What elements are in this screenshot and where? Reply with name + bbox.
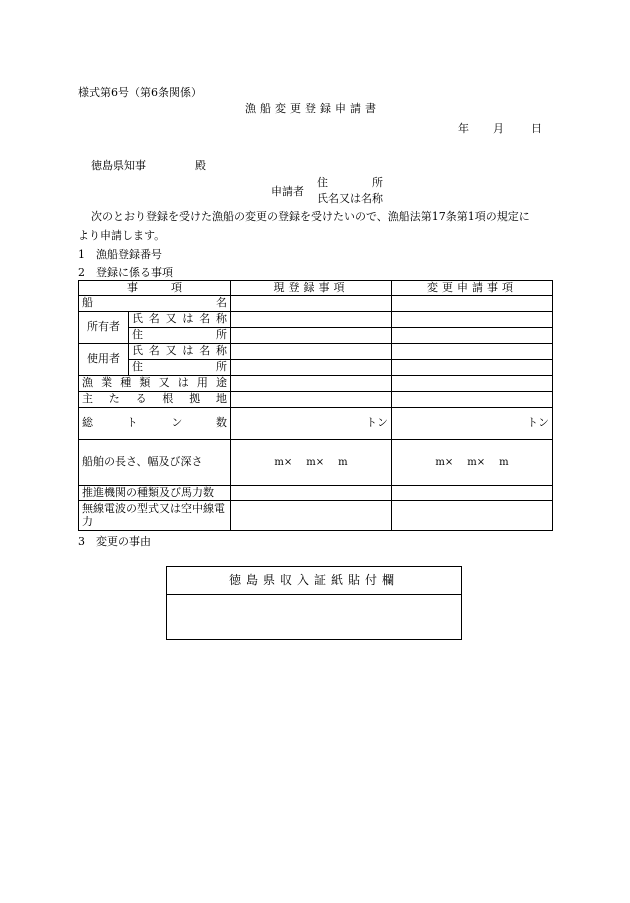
row-engine: 推進機関の種類及び馬力数 (79, 486, 231, 501)
row-base: 主たる根拠地 (79, 392, 231, 408)
item-2: 2 登録に係る事項 (78, 266, 173, 279)
table-row (79, 360, 553, 376)
tonnage-current-unit: トン (231, 408, 392, 440)
table-row (79, 486, 553, 501)
form-number: 様式第6号（第6条関係） (78, 86, 202, 99)
applicant-address: 住 所 (317, 176, 383, 189)
cell-current (231, 376, 392, 392)
item-1: 1 漁船登録番号 (78, 248, 162, 261)
dimensions-change (392, 440, 553, 486)
date-year: 年 (458, 122, 469, 135)
cell-current (231, 501, 392, 531)
cell-change (392, 360, 553, 376)
cell-current (231, 360, 392, 376)
table-row (79, 296, 553, 312)
cell-current (231, 486, 392, 501)
table-row (79, 328, 553, 344)
body-text-line1: 次のとおり登録を受けた漁船の変更の登録を受けたいので、漁船法第17条第1項の規定に (91, 210, 530, 223)
table-row (79, 344, 553, 360)
cell-change (392, 328, 553, 344)
cell-change (392, 392, 553, 408)
header-item: 事 項 (79, 281, 231, 296)
body-text-line2: より申請します。 (78, 229, 166, 242)
unit-m-width: m× (467, 456, 486, 468)
cell-current (231, 296, 392, 312)
date-day: 日 (531, 122, 542, 135)
row-dimensions: 船舶の長さ、幅及び深さ (79, 440, 231, 486)
table-row (79, 312, 553, 328)
cell-change (392, 376, 553, 392)
owner-address-label: 住所 (129, 328, 231, 344)
cell-change (392, 486, 553, 501)
registration-table (78, 280, 553, 531)
cell-change (392, 296, 553, 312)
applicant-label: 申請者 (271, 185, 304, 198)
user-address-label: 住所 (129, 360, 231, 376)
row-owner: 所有者 (79, 312, 129, 344)
row-user: 使用者 (79, 344, 129, 376)
addressee-name: 徳島県知事 (91, 159, 146, 172)
row-ship-name: 船名 (79, 296, 231, 312)
stamp-box-title: 徳島県収入証紙貼付欄 (167, 567, 461, 595)
owner-name-label: 氏名又は名称 (129, 312, 231, 328)
unit-m-depth: m (499, 456, 509, 468)
revenue-stamp-box (166, 566, 462, 640)
addressee-honorific: 殿 (195, 159, 206, 172)
unit-m-depth: m (338, 456, 348, 468)
table-row (79, 376, 553, 392)
applicant-name: 氏名又は名称 (317, 192, 383, 205)
table-row (79, 501, 553, 531)
table-row (79, 408, 553, 440)
unit-m-length: m× (274, 456, 293, 468)
cell-change (392, 501, 553, 531)
table-row (79, 392, 553, 408)
cell-current (231, 312, 392, 328)
row-tonnage: 総トン数 (79, 408, 231, 440)
row-fishery: 漁業種類又は用途 (79, 376, 231, 392)
header-change: 変更申請事項 (392, 281, 553, 296)
tonnage-change-unit: トン (392, 408, 553, 440)
cell-change (392, 344, 553, 360)
cell-change (392, 312, 553, 328)
header-current: 現登録事項 (231, 281, 392, 296)
date-month: 月 (493, 122, 504, 135)
unit-m-length: m× (435, 456, 454, 468)
cell-current (231, 328, 392, 344)
table-header-row (79, 281, 553, 296)
cell-current (231, 392, 392, 408)
row-radio: 無線電波の型式又は空中線電力 (79, 501, 231, 531)
dimensions-current (231, 440, 392, 486)
unit-m-width: m× (306, 456, 325, 468)
table-row (79, 440, 553, 486)
item-3: 3 変更の事由 (78, 535, 151, 548)
user-name-label: 氏名又は名称 (129, 344, 231, 360)
cell-current (231, 344, 392, 360)
page-title: 漁船変更登録申請書 (245, 102, 380, 115)
